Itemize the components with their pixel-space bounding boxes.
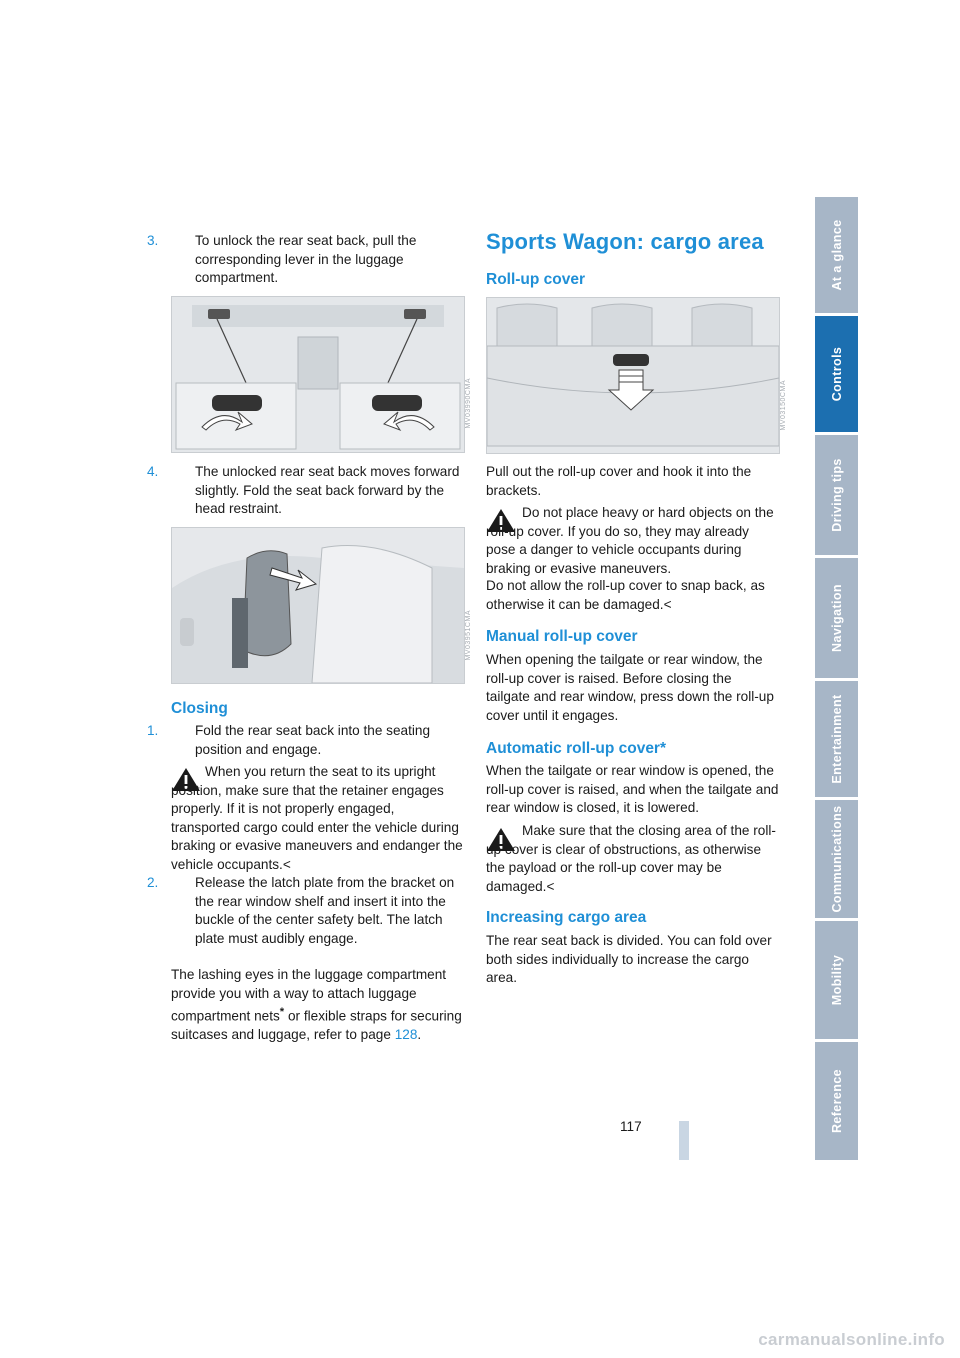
step-4-text: The unlocked rear seat back moves forward slightly. Fold the seat back forward by the head restraint. [195, 464, 460, 516]
manual-rollup-heading: Manual roll-up cover [486, 628, 638, 645]
section-heading: Sports Wagon: cargo area [486, 229, 764, 254]
automatic-rollup-heading: Automatic roll-up cover* [486, 740, 666, 757]
closing-step-1 [147, 722, 465, 759]
automatic-rollup-warning-text: Make sure that the closing area of the roll-up cover is clear of obstructions, as otherwise the payload or the roll-up cover may be damaged. [486, 823, 776, 894]
page-number: 117 [620, 1119, 642, 1134]
rollup-warning-2-text: Do not allow the roll-up cover to snap back, as otherwise it can be damaged. [486, 578, 765, 612]
lashing-eyes-paragraph [171, 966, 465, 1045]
automatic-rollup-warning [486, 822, 782, 896]
tab-label: At a glance [829, 219, 844, 291]
closing-step-2-text: Release the latch plate from the bracket on the rear window shelf and insert it into the buckle of the center safety belt. The latch plate must audibly engage. [195, 875, 455, 946]
rollup-warning [486, 504, 782, 578]
tab-communications[interactable] [815, 800, 858, 918]
tab-label: Reference [829, 1068, 844, 1134]
manual-rollup-text: When opening the tailgate or rear window, the roll-up cover is raised. Before closing the tailgate and rear window, press down the roll-up cover until it engages. [486, 652, 774, 723]
closing-warning-end-mark: < [282, 856, 291, 872]
lashing-period: . [417, 1027, 422, 1043]
tab-label: Controls [829, 346, 844, 402]
page-number-bar [679, 1121, 689, 1160]
figure-fold-seat-back [171, 527, 465, 684]
automatic-rollup-text: When the tailgate or rear window is opened, the roll-up cover is raised, and when the tailgate and rear window is closed, it is lowered. [486, 763, 779, 815]
closing-warning [171, 763, 465, 874]
step-3-text: To unlock the rear seat back, pull the corresponding lever in the luggage compartment. [195, 233, 417, 285]
step-3 [147, 232, 465, 288]
figure-1-code: MV03990CMA [465, 378, 472, 429]
tab-reference[interactable] [815, 1042, 858, 1160]
closing-heading: Closing [171, 700, 228, 717]
rollup-cover-heading: Roll-up cover [486, 271, 586, 288]
figure-3-code: MV03150CMA [780, 380, 787, 431]
tab-at-a-glance[interactable] [815, 197, 858, 313]
optional-equipment-star: * [279, 1006, 285, 1018]
figure-seat-release-levers [171, 296, 465, 453]
step-3-number: 3. [147, 233, 159, 248]
page-reference-link[interactable]: 128 [394, 1027, 418, 1043]
figure-rollup-cover [486, 297, 780, 454]
tab-label: Communications [829, 805, 844, 913]
tab-label: Navigation [829, 584, 844, 652]
lashing-text-2: or flexible straps for securing suitcases and luggage, refer to page [171, 1008, 462, 1043]
footer-watermark [595, 1324, 945, 1354]
rollup-warning-end-mark: < [663, 596, 672, 612]
rollup-warning-2 [486, 577, 782, 614]
closing-step-2 [147, 874, 465, 948]
tab-mobility[interactable] [815, 921, 858, 1039]
step-4-number: 4. [147, 464, 159, 479]
watermark-text: carmanualsonline.info [758, 1330, 945, 1349]
closing-step-2-number: 2. [147, 875, 159, 890]
increasing-cargo-text: The rear seat back is divided. You can fold over both sides individually to increase the cargo area. [486, 933, 772, 985]
closing-step-1-number: 1. [147, 723, 159, 738]
tab-controls[interactable] [815, 316, 858, 432]
tab-driving-tips[interactable] [815, 435, 858, 555]
figure-2-code: MV03951CMA [465, 610, 472, 661]
seat-release-illustration [172, 297, 464, 452]
fold-seat-illustration [172, 528, 464, 683]
tab-navigation[interactable] [815, 558, 858, 678]
automatic-rollup-warning-end-mark: < [546, 878, 555, 894]
lashing-text: The lashing eyes in the luggage compartment provide you with a way to attach luggage compartment nets [171, 967, 447, 1024]
rollup-warning-text: Do not place heavy or hard objects on the roll-up cover. If you do so, they may already pose a danger to vehicle occupants during braking or evasive maneuvers. [486, 505, 774, 576]
tab-label: Driving tips [829, 458, 844, 532]
closing-step-1-text: Fold the rear seat back into the seating position and engage. [195, 723, 431, 757]
step-4 [147, 463, 465, 519]
increasing-cargo-heading: Increasing cargo area [486, 909, 647, 926]
rollup-cover-illustration [487, 298, 779, 453]
rollup-text: Pull out the roll-up cover and hook it into the brackets. [486, 464, 752, 498]
tab-entertainment[interactable] [815, 681, 858, 797]
tab-label: Entertainment [829, 694, 844, 784]
tab-label: Mobility [829, 954, 844, 1006]
closing-warning-text: When you return the seat to its upright position, make sure that the retainer engages properly. If it is not properly engaged, transported cargo could enter the vehicle during braking or evasive maneuvers and endanger the vehicle occupants. [171, 764, 463, 872]
